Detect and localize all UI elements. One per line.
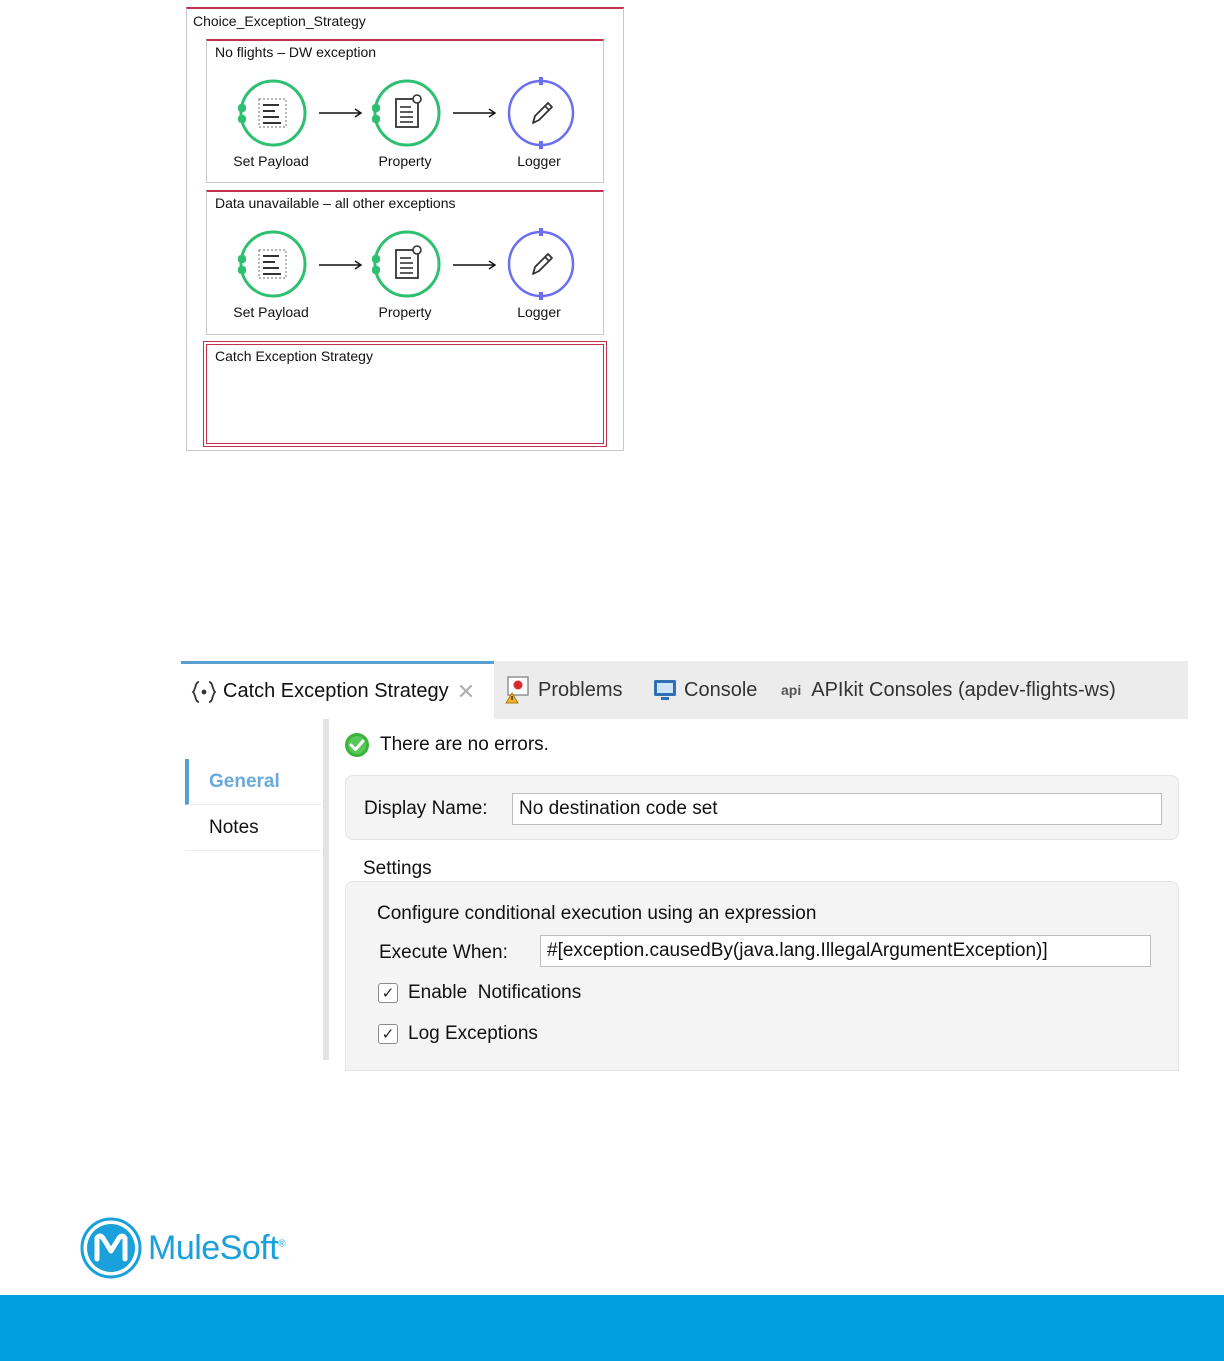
problems-icon <box>504 675 532 705</box>
tab-console[interactable] <box>652 661 757 719</box>
success-check-icon <box>344 732 370 758</box>
execute-when-input[interactable]: #[exception.causedBy(java.lang.IllegalArgumentException)] <box>540 935 1151 967</box>
settings-title: Settings <box>363 858 432 879</box>
tab-label: Problems <box>538 678 623 701</box>
curly-braces-icon <box>191 680 217 704</box>
node-label: Logger <box>517 153 561 169</box>
flow-arrow-icon <box>453 259 499 271</box>
property-node[interactable] <box>365 77 445 169</box>
tab-label: APIkit Consoles (apdev-flights-ws) <box>811 678 1116 701</box>
enable-notifications-checkbox[interactable]: ✓ <box>378 983 398 1003</box>
display-name-label: Display Name: <box>364 798 488 819</box>
checkbox-label: Enable Notifications <box>408 982 582 1003</box>
footer-bar <box>0 1295 1224 1361</box>
flow-arrow-icon <box>319 259 365 271</box>
status-message <box>344 732 549 758</box>
status-text: There are no errors. <box>380 734 549 755</box>
properties-panel <box>181 661 1188 1060</box>
property-icon <box>369 77 441 149</box>
console-icon <box>652 678 678 702</box>
properties-nav <box>181 719 329 1060</box>
execute-when-label: Execute When: <box>379 942 508 963</box>
scope-title: No flights – DW exception <box>215 44 377 60</box>
nav-item-general[interactable] <box>185 759 321 805</box>
tab-label: Catch Exception Strategy <box>223 680 449 702</box>
flow-arrow-icon <box>319 107 365 119</box>
checkbox-label: Log Exceptions <box>408 1023 538 1044</box>
log-exceptions-row[interactable] <box>378 1023 538 1045</box>
tab-catch-exception-strategy[interactable] <box>181 661 494 719</box>
nav-item-label: General <box>209 770 280 792</box>
logger-node[interactable] <box>499 77 579 169</box>
node-label: Property <box>378 304 432 320</box>
tab-bar <box>181 661 1188 719</box>
mulesoft-logo-icon <box>80 1217 142 1279</box>
tab-problems[interactable] <box>504 661 622 719</box>
nav-item-label: Notes <box>209 816 259 838</box>
mulesoft-logo <box>80 1217 285 1279</box>
choice-exception-strategy-title: Choice_Exception_Strategy <box>193 13 366 29</box>
property-icon <box>369 228 441 300</box>
node-label: Set Payload <box>233 153 309 169</box>
node-label: Property <box>378 153 432 169</box>
set-payload-node[interactable] <box>231 77 311 169</box>
catch-exception-strategy-scope[interactable] <box>206 344 604 444</box>
tab-apikit-consoles[interactable] <box>781 661 1116 719</box>
logger-node[interactable] <box>499 228 579 320</box>
set-payload-icon <box>235 228 307 300</box>
close-icon[interactable]: ✕ <box>456 678 476 704</box>
scope-title: Data unavailable – all other exceptions <box>215 195 456 211</box>
choice-exception-strategy-scope[interactable] <box>186 7 624 451</box>
node-label: Logger <box>517 304 561 320</box>
api-icon: api <box>781 682 802 698</box>
node-label: Set Payload <box>233 304 309 320</box>
tab-label: Console <box>684 678 758 701</box>
logger-icon <box>503 77 575 149</box>
property-node[interactable] <box>365 228 445 320</box>
logger-icon <box>503 228 575 300</box>
exception-scope-no-flights[interactable] <box>206 39 604 183</box>
settings-description: Configure conditional execution using an expression <box>377 903 817 924</box>
display-name-input[interactable]: No destination code set <box>512 793 1162 825</box>
log-exceptions-checkbox[interactable]: ✓ <box>378 1024 398 1044</box>
flow-arrow-icon <box>453 107 499 119</box>
mulesoft-wordmark: MuleSoft® <box>148 1228 286 1267</box>
enable-notifications-row[interactable] <box>378 982 581 1004</box>
display-name-box <box>345 775 1179 840</box>
set-payload-icon <box>235 77 307 149</box>
scope-title: Catch Exception Strategy <box>215 348 373 364</box>
set-payload-node[interactable] <box>231 228 311 320</box>
exception-scope-data-unavailable[interactable] <box>206 190 604 335</box>
nav-item-notes[interactable] <box>185 805 321 851</box>
